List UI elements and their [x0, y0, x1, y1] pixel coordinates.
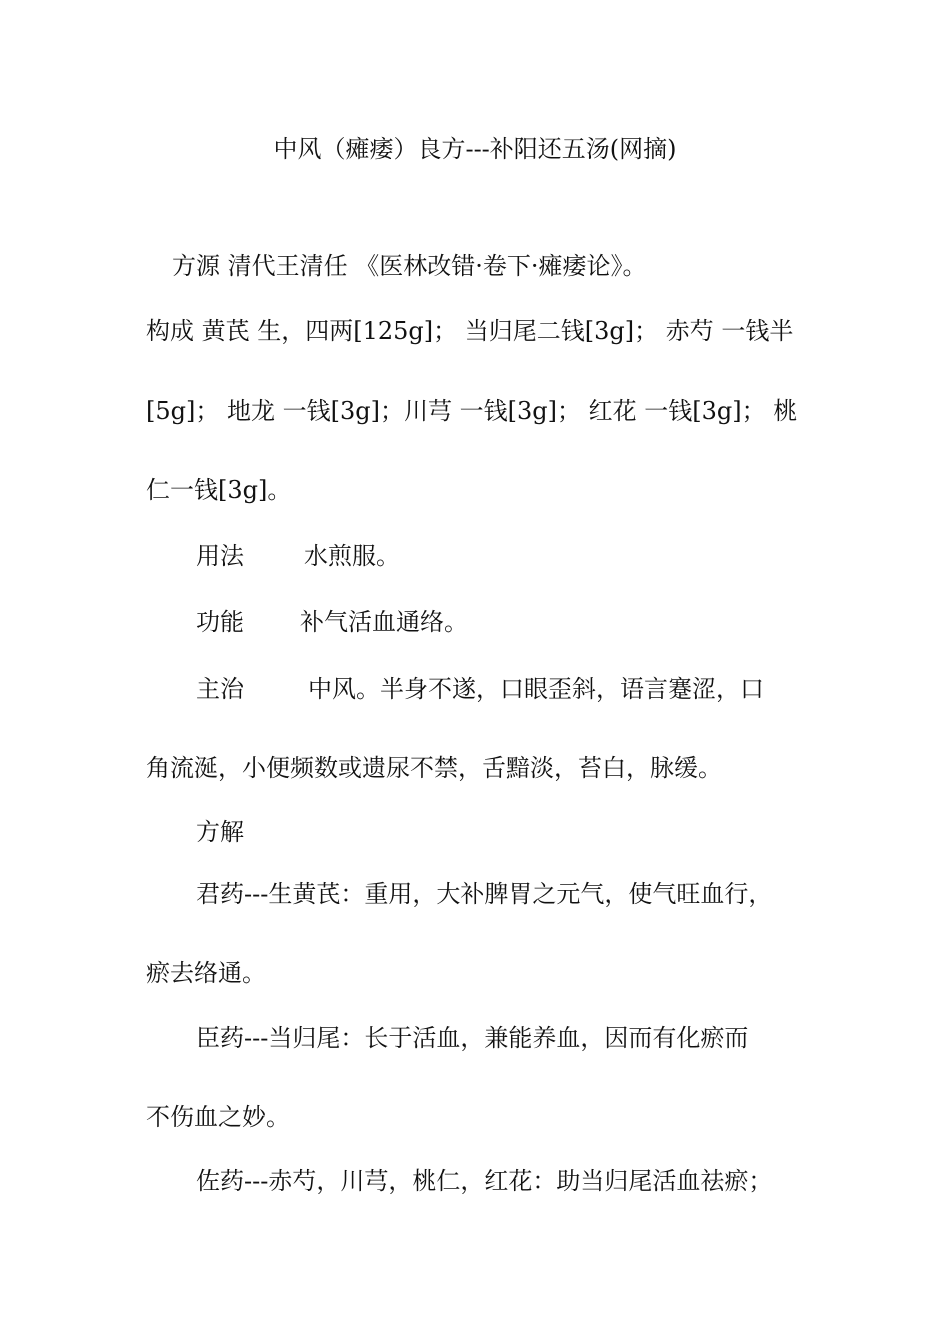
composition-line-3: 仁一钱[3g]。 [146, 476, 292, 504]
composition-line-2: [5g]； 地龙 一钱[3g]；川芎 一钱[3g]； 红花 一钱[3g]； 桃 [146, 397, 798, 425]
usage-line [196, 541, 400, 571]
indication-label: 主治 [196, 675, 244, 703]
document-title: 中风（瘫痿）良方---补阳还五汤(网摘) [273, 135, 677, 163]
composition-line-1: 构成 黄芪 生，四两[125g]； 当归尾二钱[3g]； 赤芍 一钱半 [146, 317, 794, 345]
indication-value: 中风。半身不遂，口眼歪斜，语言蹇涩，口 [308, 675, 764, 703]
chen-line-2: 不伤血之妙。 [146, 1103, 290, 1131]
usage-label: 用法 [196, 542, 244, 570]
function-value: 补气活血通络。 [300, 608, 468, 636]
analysis-heading: 方解 [196, 818, 244, 846]
jun-line-2: 瘀去络通。 [146, 959, 266, 987]
indication-continuation: 角流涎，小便频数或遗尿不禁，舌黯淡，苔白，脉缓。 [146, 754, 722, 782]
indication-line [196, 674, 764, 704]
function-line [196, 607, 468, 637]
jun-line-1: 君药---生黄芪：重用，大补脾胃之元气，使气旺血行， [196, 880, 773, 908]
usage-value: 水煎服。 [304, 542, 400, 570]
function-label: 功能 [196, 608, 244, 636]
source-line: 方源 清代王清任 《医林改错·卷下·瘫痿论》。 [172, 252, 647, 280]
chen-line-1: 臣药---当归尾：长于活血，兼能养血，因而有化瘀而 [196, 1024, 749, 1052]
zuo-line: 佐药---赤芍，川芎，桃仁，红花：助当归尾活血祛瘀； [196, 1167, 773, 1195]
